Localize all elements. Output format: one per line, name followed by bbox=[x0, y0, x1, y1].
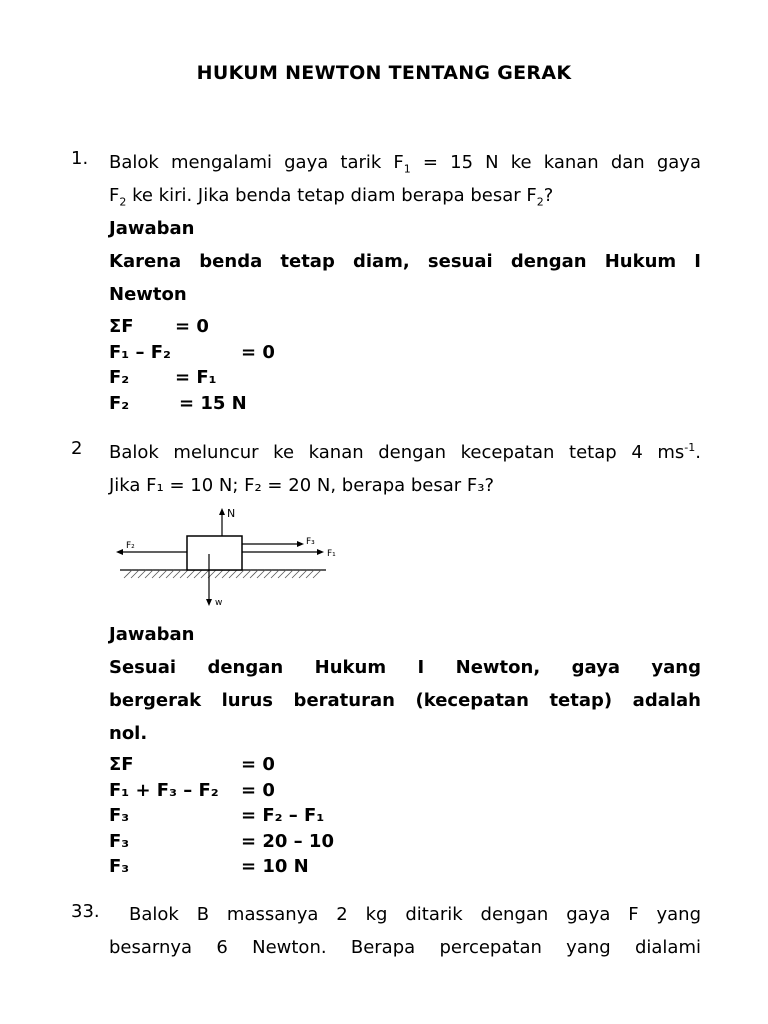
question-2-text: Balok meluncur ke kanan dengan kecepatan tetap 4 $ms^{-1}$. Jika F₁ = 10 N; F₂ = 20 N, berapa besar F₃? bbox=[109, 441, 701, 496]
label-f2: F₂ bbox=[126, 541, 135, 551]
answer-label: Jawaban bbox=[109, 624, 195, 645]
arrow-right-icon bbox=[297, 541, 304, 547]
answer-text: Karena benda tetap diam, sesuai dengan Hukum I Newton bbox=[109, 251, 701, 305]
arrow-left-icon bbox=[116, 549, 123, 555]
question-2-number: 2 bbox=[71, 438, 83, 459]
question-2-answer: Jawaban Sesuai dengan Hukum I Newton, gaya yang bergerak lurus beraturan (kecepatan tetap) adalah nol. bbox=[109, 618, 701, 750]
question-3-text: Balok B massanya 2 kg ditarik dengan gaya F yang besarnya 6 Newton. Berapa percepatan yang dialami bbox=[109, 904, 701, 958]
block bbox=[187, 536, 242, 570]
answer-label: Jawaban bbox=[109, 218, 195, 239]
force-diagram bbox=[112, 504, 352, 608]
question-1-number: 1. bbox=[71, 148, 89, 169]
label-f1: F₁ bbox=[327, 549, 336, 559]
label-w: w bbox=[215, 598, 223, 608]
arrow-up-icon bbox=[219, 508, 225, 515]
label-n: N bbox=[227, 507, 236, 520]
arrow-down-icon bbox=[206, 599, 212, 606]
page-title: HUKUM NEWTON TENTANG GERAK bbox=[196, 62, 572, 84]
label-f3: F₃ bbox=[306, 537, 315, 547]
arrow-right-icon bbox=[317, 549, 324, 555]
question-3-number: 33. bbox=[71, 901, 100, 922]
question-1-text: Balok mengalami gaya tarik $F_1 = 15$ N ke kanan dan gaya $F_2$ ke kiri. Jika benda tetap diam berapa besar $F_2$? Jawaban Karena benda tetap diam, sesuai dengan Hukum I Newton bbox=[109, 146, 701, 311]
